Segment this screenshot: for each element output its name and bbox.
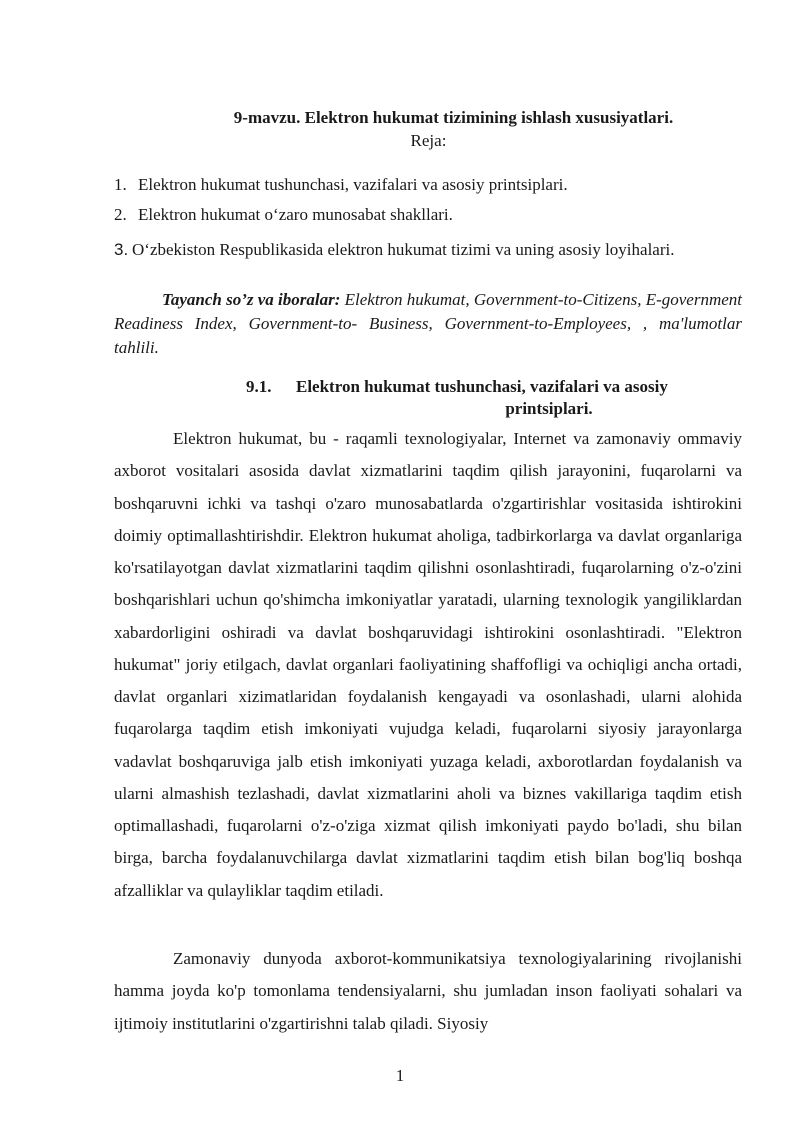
- section-number: 9.1.: [246, 377, 272, 396]
- document-title: 9-mavzu. Elektron hukumat tizimining ishlash xususiyatlari.: [233, 108, 674, 127]
- plan-item: [114, 205, 754, 225]
- section-title-line2: printsiplari.: [505, 399, 593, 418]
- plan-item: [114, 175, 754, 195]
- keywords-label: Tayanch so’z va iboralar:: [162, 290, 341, 309]
- keywords-text: Elektron hukumat, Government-to-Citizens, E-government Readiness Index, Government-to- Business, Government-to-Employees, , ma'lumotlar tahlili.: [114, 290, 743, 357]
- page-number: 1: [395, 1066, 405, 1085]
- plan-item: [114, 240, 754, 260]
- plan-item-number: 1.: [114, 175, 127, 194]
- plan-item-number: 3.: [114, 240, 129, 259]
- body-paragraph: Zamonaviy dunyoda axborot-kommunikatsiya texnologiyalarining rivojlanishi hamma joyda ko'p tomonlama tendensiyalarni, shu jumladan inson faoliyati sohalari va ijtimoiy institutlarini o'zgartirishni talab qiladi. Siyosiy: [114, 949, 742, 1033]
- section-heading: [246, 376, 742, 420]
- plan-item-text: Elektron hukumat o‘zaro munosabat shakllari.: [138, 205, 453, 224]
- keywords-block: [114, 288, 742, 360]
- body-paragraph: Elektron hukumat, bu - raqamli texnologiyalar, Internet va zamonaviy ommaviy axborot vositalari asosida davlat xizmatlarini taqdim qilish jarayonini, fuqarolarni va boshqaruvni ichki va tashqi o'zaro munosabatlarda o'zgartirishlar vositasida ishtirokini doimiy optimallashtirishdir. Elektron hukumat aholiga, tadbirkorlarga va davlat organlariga ko'rsatilayotgan davlat xizmatlarini taqdim qilishni osonlashtiradi, fuqarolarning o'z-o'zini boshqarishlari uchun qo'shimcha imkoniyatlar yaratadi, ularning texnologik yangiliklardan xabardorligini oshiradi va davlat boshqaruvidagi ishtirokini osonlashtiradi. "Elektron hukumat" joriy etilgach, davlat organlari faoliyatining shaffofligi va ochiqligi ancha ortadi, davlat organlari xizimatlaridan foydalanish kengayadi va osonlashadi, ularni alohida fuqarolarga taqdim etish imkoniyati vujudga keladi, fuqarolarni siyosiy jarayonlarga vadavlat boshqaruviga jalb etish imkoniyati yuzaga keladi, axborotlardan foydalanish va ularni almashish tezlashadi, davlat xizmatlarini aholi va biznes vakillariga taqdim etish optimallashadi, fuqarolarni o'z-o'ziga xizmat qilish imkoniyati paydo bo'ladi, shu bilan birga, barcha foydalanuvchilarga davlat xizmatlarini taqdim etish bilan bog'liq boshqa afzalliklar va qulayliklar taqdim etiladi.: [114, 429, 742, 900]
- plan-heading: Reja:: [410, 131, 447, 150]
- plan-item-number: 2.: [114, 205, 127, 224]
- section-title-line1: Elektron hukumat tushunchasi, vazifalari va asosiy: [296, 377, 668, 396]
- plan-item-text: Elektron hukumat tushunchasi, vazifalari va asosiy printsiplari.: [138, 175, 568, 194]
- plan-item-text: O‘zbekiston Respublikasida elektron hukumat tizimi va uning asosiy loyihalari.: [132, 240, 675, 259]
